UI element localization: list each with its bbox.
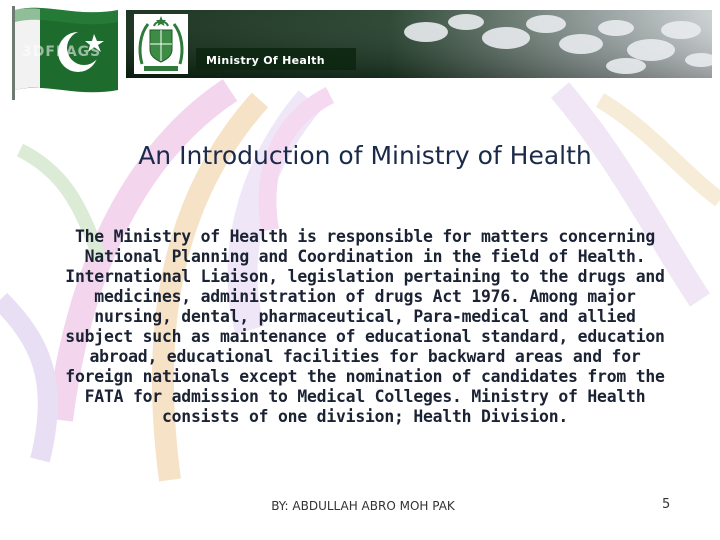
banner-title: Ministry Of Health — [206, 54, 325, 67]
page-number: 5 — [662, 497, 671, 512]
slide-title: An Introduction of Ministry of Health — [138, 141, 592, 170]
header-banner — [126, 10, 712, 78]
slide-body-text: The Ministry of Health is responsible for matters concerning National Planning and Coordination in the field of Health. International Liaison, legislation pertaining to the drugs and medicines, administration of drugs Act 1976. Among major nursing, dental, pharmaceutical, Para-medical and allied subject such as maintenance of educational standard, education abroad, educational facilities for backward areas and for foreign nationals except the nomination of candidates from the FATA for admission to Medical Colleges. Ministry of Health consists of one division; Health Division. — [65, 227, 665, 426]
state-emblem-icon — [134, 14, 188, 74]
footer-author: BY: ABDULLAH ABRO MOH PAK — [271, 499, 455, 513]
flag-watermark-text: 3DFLAGS — [22, 44, 102, 60]
